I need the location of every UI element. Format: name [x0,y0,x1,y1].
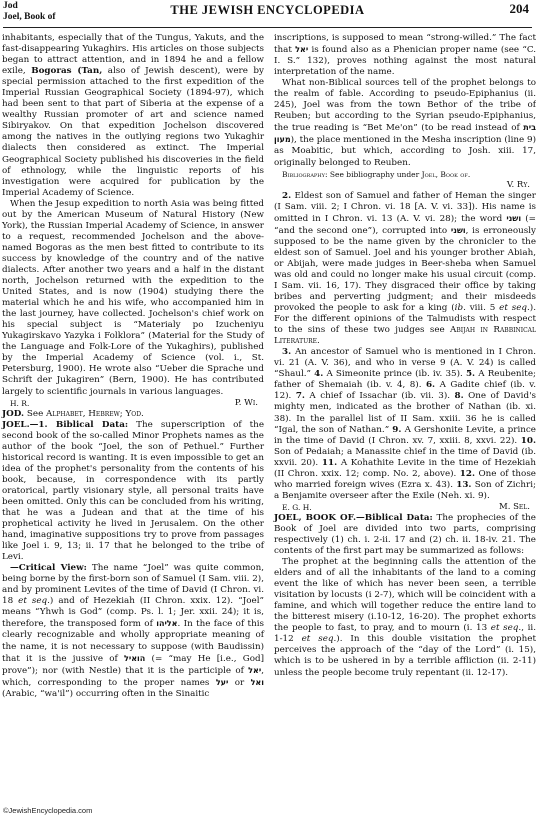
joel-book-heading: JOEL, BOOK OF. [274,512,357,523]
page-title: THE JEWISH ENCYCLOPEDIA [170,3,365,17]
left-column [2,33,264,700]
right-column [274,33,536,679]
bibliography-link[interactable]: Joel, Book of. [421,169,471,179]
entry-3-13: 3. An ancestor of Samuel who is mentioned in I Chron. vi. 21 (A. V. 36), and who in verse 9 (A. V. 24) is called “Shaul.” 4. A Simeonite prince (ib. iv. 35). 5. A Reubenite; father of Shemaiah (ib. v. 4, 8). 6. A Gadite chief (ib. v. 12). 7. A chief of Issachar (ib. vii. 3). 8. One of David's mighty men, indicated as the brother of Nathan (ib. xi. 38). In the parallel list of II Sam. xxiii. 36 he is called “Igal, the son of Nathan.” 9. A Gershonite Levite, a prince in the time of David (I Chron. xv. 7, xxiii. 8, xxvi. 22). 10. Son of Pedaiah; a Manassite chief in the time of David (ib. xxvii. 20). 11. A Kohathite Levite in the time of Hezekiah (II Chron. xxix. 12; comp. No. 2, above). 12. One of those who married foreign wives (Ezra x. 43). 13. Son of Zichri; a Benjamite overseer after the Exile (Neh. xi. 9). [274,347,536,501]
hebrew-text: בית מעון [274,123,536,145]
signature: E. G. H. M. Sel. [282,501,530,512]
footer-source: ©JewishEncyclopedia.com [3,806,93,815]
hebrew-text: יאל [248,665,262,675]
paragraph: inhabitants, especially that of the Tungus, Yakuts, and the fast-disappearing Yukaghirs. His articles on those subjects began to attract attention, and in 1894 he and a fellow exile, Bogoras (Tan, also of Jewish descent), were by special permission attached to the first expedition of the Imperial Russian Geographical Society (1894-97), which had been sent to that part of Siberia at the expense of a wealthy Russian promoter of art and science named Sibiryakov. On that expedition Jochelson discovered among the natives in the outlying regions two Yukaghir dialects then considered as extinct. The Imperial Geographical Society published his discoveries in the field of ethnology, while the linguistic reports of his investigation were acquired for publication by the Imperial Academy of Science. [2,33,264,198]
hebrew-text: אליהו [156,619,178,629]
paragraph: What non-Biblical sources tell of the prophet belongs to the realm of fable. According to pseudo-Epiphanius (ii. 245), Joel was from the town Bethor of the tribe of Reuben; but according to the Syrian pseudo-Epiphanius, the true reading is “Bet Me'on” (to be read instead of בית מעון), the place mentioned in the Mesha inscription (line 9) as Moabitic, but which, according to Josh. xiii. 17, originally belonged to Reuben. [274,78,536,168]
signature: H. R. P. Wi. [10,397,258,408]
paragraph: The prophet at the beginning calls the attention of the elders and of all the inhabitants of the land to a coming event the like of which has never been seen, a terrible visitation by locusts (i 2-7), which will be coincident with a famine, and which will together reduce the entire land to the bitterest misery (i.10-12, 16-20). The prophet exhorts the people to fast, to pray, and to mourn (i. 13 et seq., ii. 1-12 et seq.). In this double visitation the prophet perceives the approach of the “day of the Lord” (i. 15), which is to be ushered in by a terrible affliction (ii. 2-11) unless the people become truly repentant (ii. 12-17). [274,557,536,678]
page-header [3,0,532,30]
joel-book-entry: JOEL, BOOK OF.—Biblical Data: The prophecies of the Book of Joel are divided into two parts, comprising respectively (1) ch. i. 2-ii. 17 and (2) ch. ii. 18-iv. 21. The contents of the first part may be summarized as follows: [274,512,536,557]
bibliography: Bibliography: See bibliography under Joel, Book of. [282,169,471,179]
signature: V. Ry. [506,179,530,190]
hebrew-text: הואיל [124,653,146,663]
hebrew-text: ושני [506,213,522,223]
jod-heading: JOD. [2,408,25,419]
page-number: 204 [509,1,529,16]
cross-reference-link[interactable]: Alphabet, Hebrew; Yod. [46,408,144,419]
joel-entry: JOEL.—1. Biblical Data: The superscription of the second book of the so-called Minor Prophets names as the author of the book “Joel, the son of Pethuel.” Further historical record is wanting. It is even impossible to get an idea of the prophet's personality from the contents of his book, because, in correspondence with its partly oratorical, partly visionary style, all personal traits have been omitted. Only this can be concluded from his writing, that he was a Judean and that at the time of his prophetical activity he lived in Jerusalem. On the other hand, imaginative suppositions try to prove from passages like Joel i. 9, 13; ii. 17 that he belonged to the tribe of Levi. [2,419,265,563]
header-rule [3,27,532,28]
entry-2: 2. Eldest son of Samuel and father of Heman the singer (I Sam. viii. 2; I Chron. vi. 18 [A. V. vi. 33]). His name is omitted in I Chron. vi. 13 (A. V. vi. 28); the word ושני (= “and the second one”), corrupted into ושני, is erroneously supposed to be the name given by the chronicler to the eldest son of Samuel. Joel and his younger brother Abiah, or Abijah, were made judges in Beer-sheba when Samuel was old and could no longer make his usual circuit (comp. I Sam. vii. 16, 17). They disgraced their office by taking bribes and perverting judgment; and their misdeeds provoked the people to ask for a king (ib. viii. 5 et seq.). For the different opinions of the Talmudists with respect to the sins of these two judges see Abijah in Rabbinical Literature. [274,190,536,347]
hebrew-text: ואל [250,677,264,687]
critical-view-heading: —Critical View: [10,563,87,574]
hebrew-text: יאל [295,45,309,55]
bogoras-name: Bogoras (Tan, [31,66,103,77]
jod-entry: JOD. See Alphabet, Hebrew; Yod. [2,408,144,419]
hebrew-text: יעל [215,677,229,687]
cross-reference-link[interactable]: Abijah in Rabbinical Literature. [274,325,536,347]
hebrew-text: ושני [450,225,466,235]
joel-heading: JOEL. [2,419,30,430]
running-head-joel: Joel, Book of [3,12,56,22]
critical-view: —Critical View: The name “Joel” was quite common, being borne by the first-born son of Samuel (I Sam. viii. 2), and by prominent Levites of the time of David (I Chron. vi. 18 et seq.) and of Hezekiah (II Chron. xxix. 12). “Joel” means “Yhwh is God” (comp. Ps. l. 1; Jer. xxii. 24); it is, therefore, the transposed form of אליהו. In the face of this clearly recognizable and wholly appropriate meaning of the name, it is not necessary to suppose (with Baudissin) that it is the jussive of הואיל (= “may He [i.e., God] prove”); nor (with Nestle) that it is the participle of יאל, which, corresponding to the proper names יעל or ואל (Arabic, “wa'il”) occurring often in the Sinaitic [2,563,264,699]
paragraph: When the Jesup expedition to north Asia was being fitted out by the American Museum of Natural History (New York), the Russian Imperial Academy of Science, in answer to a request, recommended Jochelson and the above-named Bogoras as the men best fitted to contribute to its success by knowledge of the country and of the native dialects. After another two years and a half in the distant north, Jochelson returned with the expedition to the United States, and is now (1904) studying there the material which he and his wife, who accompanied him in the last journey, have collected. Jochelson's chief work on his special subject is “Materialy po Izucheniyu Yukagirskavo Yazyka i Folklora” (Material for the Study of the Language and Folk-Lore of the Yukaghirs), published by the Imperial Academy of Science (vol. i., St. Petersburg, 1900). He wrote also “Ueber die Sprache und Schrift der Jukagiren” (Bern, 1900). He has contributed largely to scientific journals in various languages. [2,198,264,397]
paragraph: inscriptions, is supposed to mean “strong-willed.” The fact that יאל is found also as a Phenician proper name (see “C. I. S.” 132), proves nothing against the most natural interpretation of the name. [274,33,536,78]
running-head-jod: Jod [3,1,18,11]
